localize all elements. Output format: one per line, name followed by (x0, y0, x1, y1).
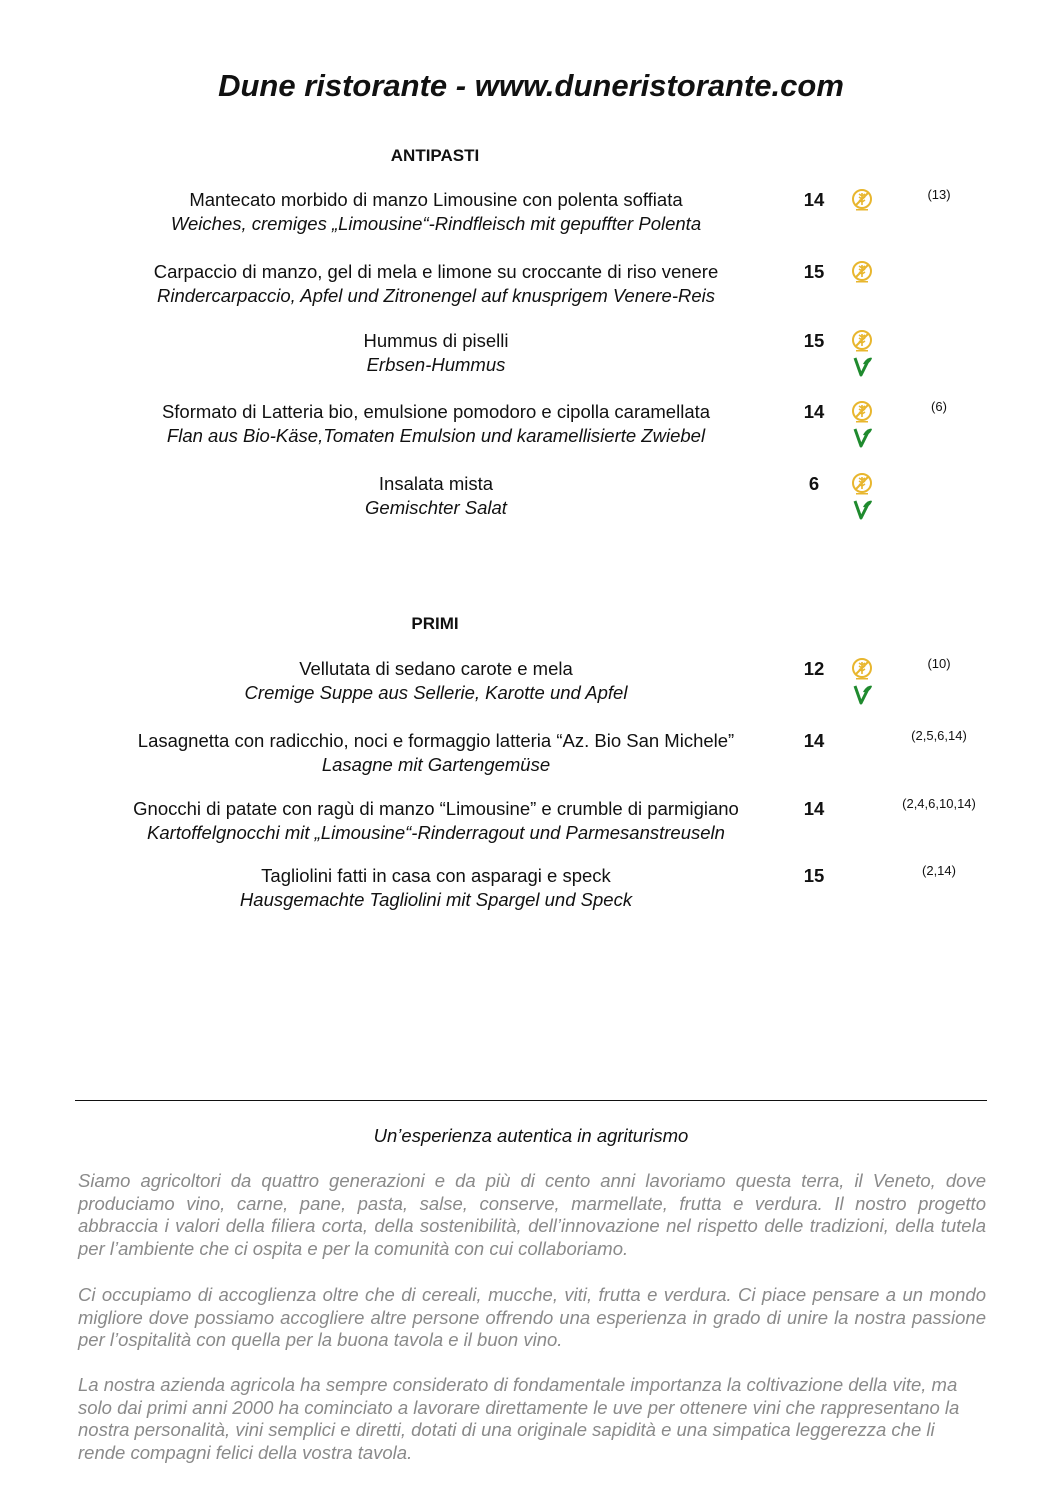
gluten-free-icon (850, 472, 874, 496)
dish-price: 15 (803, 261, 825, 282)
dish-price: 14 (803, 730, 825, 751)
about-paragraph: La nostra azienda agricola ha sempre considerato di fondamentale importanza la coltivazione della vite, ma solo dai primi anni 2000 ha cominciato a lavorare direttamente le uve per ottenere vini che rappresentano la nostra personalità, vini semplici e diretti, dotati di una originale sapidità e una simpatica leggerezza che li rende compagni felici della vostra tavola. (78, 1374, 960, 1463)
about-title: Un’esperienza autentica in agriturismo (373, 1125, 689, 1146)
allergen-codes: (2,14) (922, 863, 956, 878)
dish-name-german: Kartoffelgnocchi mit „Limousine“-Rinderragout und Parmesanstreuseln (147, 822, 725, 843)
dish-name-german: Lasagne mit Gartengemüse (321, 754, 551, 775)
diet-icons (850, 400, 874, 448)
dish-name-german: Gemischter Salat (365, 497, 507, 518)
dish-price: 12 (803, 658, 825, 679)
section-title-antipasti: ANTIPASTI (390, 146, 480, 165)
diet-icons (850, 329, 874, 377)
dish-name-italian: Insalata mista (378, 473, 494, 494)
dish-name-german: Rindercarpaccio, Apfel und Zitronengel auf knusprigem Venere-Reis (156, 285, 716, 306)
section-title-primi: PRIMI (411, 614, 459, 633)
allergen-codes: (13) (927, 187, 951, 202)
dish-price: 15 (803, 865, 825, 886)
vegetarian-icon (850, 426, 874, 448)
dish-name-german: Weiches, cremiges „Limousine“-Rindfleisch mit gepuffter Polenta (170, 213, 702, 234)
dish-price: 15 (803, 330, 825, 351)
menu-item (0, 797, 1058, 857)
dish-name-italian: Mantecato morbido di manzo Limousine con polenta soffiata (189, 189, 683, 210)
dish-price: 14 (803, 401, 825, 422)
diet-icons (850, 472, 874, 520)
dish-price: 6 (808, 473, 820, 494)
allergen-codes: (2,4,6,10,14) (902, 796, 976, 811)
page-title: Dune ristorante - www.duneristorante.com (218, 68, 844, 103)
about-paragraph: Ci occupiamo di accoglienza oltre che di cereali, mucche, viti, frutta e verdura. Ci piace pensare a un mondo migliore dove possiamo accogliere altre persone offrendo una esperienza in grado di unire la nostra passione per l’ospitalità con quella per la buona tavola e il buon vino. (78, 1284, 986, 1350)
dish-name-german: Flan aus Bio-Käse,Tomaten Emulsion und karamellisierte Zwiebel (166, 425, 706, 446)
menu-item (0, 400, 1058, 460)
menu-item (0, 260, 1058, 320)
dish-name-italian: Hummus di piselli (363, 330, 509, 351)
menu-item (0, 729, 1058, 789)
dish-name-italian: Sformato di Latteria bio, emulsione pomodoro e cipolla caramellata (161, 401, 711, 422)
diet-icons (850, 657, 874, 705)
dish-price: 14 (803, 798, 825, 819)
dish-name-german: Cremige Suppe aus Sellerie, Karotte und Apfel (244, 682, 628, 703)
gluten-free-icon (850, 260, 874, 284)
menu-item (0, 329, 1058, 389)
menu-item (0, 864, 1058, 924)
gluten-free-icon (850, 400, 874, 424)
menu-item (0, 472, 1058, 532)
gluten-free-icon (850, 188, 874, 212)
dish-name-italian: Lasagnetta con radicchio, noci e formaggio latteria “Az. Bio San Michele” (137, 730, 735, 751)
diet-icons (850, 260, 874, 284)
vegetarian-icon (850, 355, 874, 377)
allergen-codes: (6) (931, 399, 947, 414)
about-paragraph: Siamo agricoltori da quattro generazioni e da più di cento anni lavoriamo questa terra, il Veneto, dove produciamo vino, carne, pane, pasta, salse, conserve, marmellate, frutta e verdura. Il nostro progetto abbraccia i valori della filiera corta, della sostenibilità, dell’innovazione nel rispetto delle tradizioni, della tutela per l’ambiente che ci ospita e per la comunità con cui collaboriamo. (78, 1170, 986, 1259)
divider (75, 1100, 987, 1101)
dish-name-italian: Tagliolini fatti in casa con asparagi e speck (261, 865, 611, 886)
vegetarian-icon (850, 683, 874, 705)
gluten-free-icon (850, 329, 874, 353)
menu-item (0, 188, 1058, 248)
dish-name-german: Erbsen-Hummus (366, 354, 506, 375)
allergen-codes: (2,5,6,14) (911, 728, 967, 743)
menu-item (0, 657, 1058, 717)
dish-name-italian: Gnocchi di patate con ragù di manzo “Limousine” e crumble di parmigiano (133, 798, 739, 819)
vegetarian-icon (850, 498, 874, 520)
dish-name-german: Hausgemachte Tagliolini mit Spargel und Speck (239, 889, 633, 910)
dish-name-italian: Vellutata di sedano carote e mela (299, 658, 573, 679)
diet-icons (850, 188, 874, 212)
dish-name-italian: Carpaccio di manzo, gel di mela e limone su croccante di riso venere (153, 261, 719, 282)
gluten-free-icon (850, 657, 874, 681)
allergen-codes: (10) (927, 656, 951, 671)
dish-price: 14 (803, 189, 825, 210)
